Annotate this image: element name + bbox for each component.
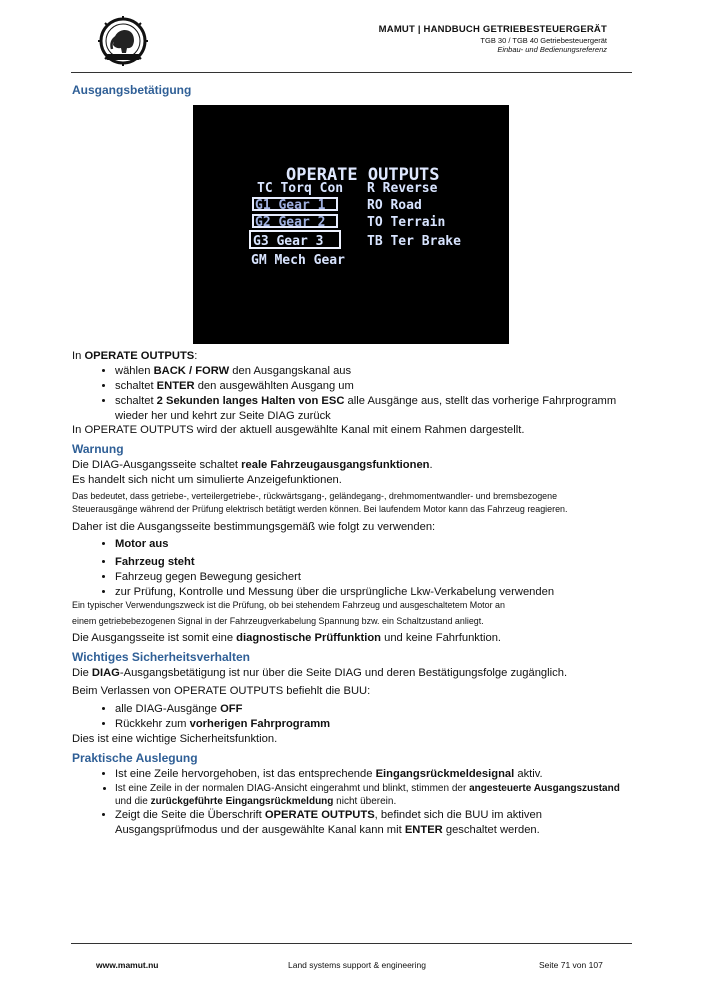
- usage-intro: Daher ist die Ausgangsseite bestimmungsgemäß wie folgt zu verwenden:: [72, 520, 436, 533]
- screen-row-4-left: GM Mech Gear: [251, 252, 345, 268]
- list-item: • schaltet ENTER den ausgewählten Ausgang um: [115, 379, 632, 394]
- list-item: • wählen BACK / FORW den Ausgangskanal aus: [115, 364, 632, 379]
- usage-detail-1: Ein typischer Verwendungszweck ist die Prüfung, ob bei stehendem Fahrzeug und ausgeschaltetem Motor an: [72, 599, 505, 611]
- page-content: [72, 83, 632, 838]
- screen-row-2-left: G2 Gear 2: [255, 214, 326, 230]
- warning-detail-1: Das bedeutet, dass getriebe-, verteilergetriebe-, rückwärtsgang-, geländegang-, drehmomentwandler- und bremsbezogene: [72, 491, 558, 503]
- screen-row-1-right: RO Road: [367, 197, 422, 213]
- section-heading-ausgang: Ausgangsbetätigung: [72, 83, 192, 97]
- screen-row-2-right: TO Terrain: [367, 214, 446, 230]
- screen-row-3-left: G3 Gear 3: [253, 233, 324, 249]
- list-item: • alle DIAG-Ausgänge OFF: [115, 702, 632, 717]
- mamut-logo: [96, 15, 150, 67]
- list-item: • Ist eine Zeile in der normalen DIAG-Ansicht eingerahmt und blinkt, stimmen der angesteuerte Ausgangszustand und die zurückgeführte Eingangsrückmeldung nicht überein.: [115, 782, 632, 809]
- screen-title: OPERATE OUTPUTS: [286, 164, 440, 185]
- list-item: • Motor aus: [115, 537, 632, 552]
- practical-bullets: [72, 767, 632, 838]
- safety-line-3: Dies ist eine wichtige Sicherheitsfunktion.: [72, 732, 278, 745]
- footer-rule: [71, 943, 632, 944]
- screen-row-1-left: G1 Gear 1: [255, 197, 326, 213]
- safety-bullets: [72, 702, 632, 732]
- list-item: • Fahrzeug steht: [115, 555, 632, 570]
- screen-row-3-right: TB Ter Brake: [367, 233, 461, 249]
- warning-line-2: Es handelt sich nicht um simulierte Anzeigefunktionen.: [72, 474, 342, 487]
- section-heading-warnung: Warnung: [72, 442, 124, 457]
- footer-website[interactable]: www.mamut.nu: [96, 960, 159, 970]
- usage-detail-2: einem getriebebezogenen Signal in der Fahrzeugverkabelung Spannung bzw. ein Schaltzustand anliegt.: [72, 615, 484, 627]
- list-item: • Fahrzeug gegen Bewegung gesichert: [115, 570, 632, 585]
- header-rule: [71, 72, 632, 73]
- frame-note: In OPERATE OUTPUTS wird der aktuell ausgewählte Kanal mit einem Rahmen dargestellt.: [72, 424, 525, 437]
- header-subtitle-2: Einbau- und Bedienungsreferenz: [497, 45, 607, 55]
- screen-row-0-right: R Reverse: [367, 180, 438, 196]
- screen-row-0-left: TC Torq Con: [257, 180, 344, 196]
- diagnostic-note: Die Ausgangsseite ist somit eine diagnostische Prüffunktion und keine Fahrfunktion.: [72, 632, 502, 645]
- list-item: • Zeigt die Seite die Überschrift OPERATE OUTPUTS, befindet sich die BUU im aktiven Ausgangsprüfmodus und der ausgewählte Kanal kann mit ENTER geschaltet werden.: [115, 808, 632, 838]
- list-item: • Ist eine Zeile hervorgehoben, ist das entsprechende Eingangsrückmeldesignal aktiv.: [115, 767, 632, 782]
- list-item: • schaltet 2 Sekunden langes Halten von ESC alle Ausgänge aus, stellt das vorherige Fahrprogramm wieder her und kehrt zur Seite DIAG zurück: [115, 394, 632, 424]
- header-title: MAMUT | HANDBUCH GETRIEBESTEUERGERÄT: [378, 24, 607, 35]
- footer-page-number: Seite 71 von 107: [539, 960, 603, 970]
- warning-detail-2: Steuerausgänge während der Prüfung elektrisch betätigt werden können. Bei laufendem Motor kann das Fahrzeug reagieren.: [72, 503, 568, 515]
- list-item: • zur Prüfung, Kontrolle und Messung über die ursprüngliche Lkw-Verkabelung verwenden: [115, 585, 632, 600]
- section-heading-praktisch: Praktische Auslegung: [72, 750, 198, 765]
- safety-line-1: Die DIAG-Ausgangsbetätigung ist nur über die Seite DIAG und deren Bestätigungsfolge zugänglich.: [72, 667, 568, 680]
- warning-line-1: Die DIAG-Ausgangsseite schaltet reale Fahrzeugausgangsfunktionen.: [72, 459, 433, 472]
- safety-line-2: Beim Verlassen von OPERATE OUTPUTS befiehlt die BUU:: [72, 685, 371, 698]
- intro-line: In OPERATE OUTPUTS:: [72, 349, 198, 362]
- operate-bullets: [72, 364, 632, 424]
- list-item: • Rückkehr zum vorherigen Fahrprogramm: [115, 717, 632, 732]
- operate-outputs-screen: [193, 105, 509, 344]
- usage-bullets: [72, 537, 632, 600]
- footer-tagline: Land systems support & engineering: [288, 960, 426, 970]
- section-heading-sicherheit: Wichtiges Sicherheitsverhalten: [72, 650, 250, 665]
- header-subtitle: TGB 30 / TGB 40 Getriebesteuergerät: [480, 35, 607, 45]
